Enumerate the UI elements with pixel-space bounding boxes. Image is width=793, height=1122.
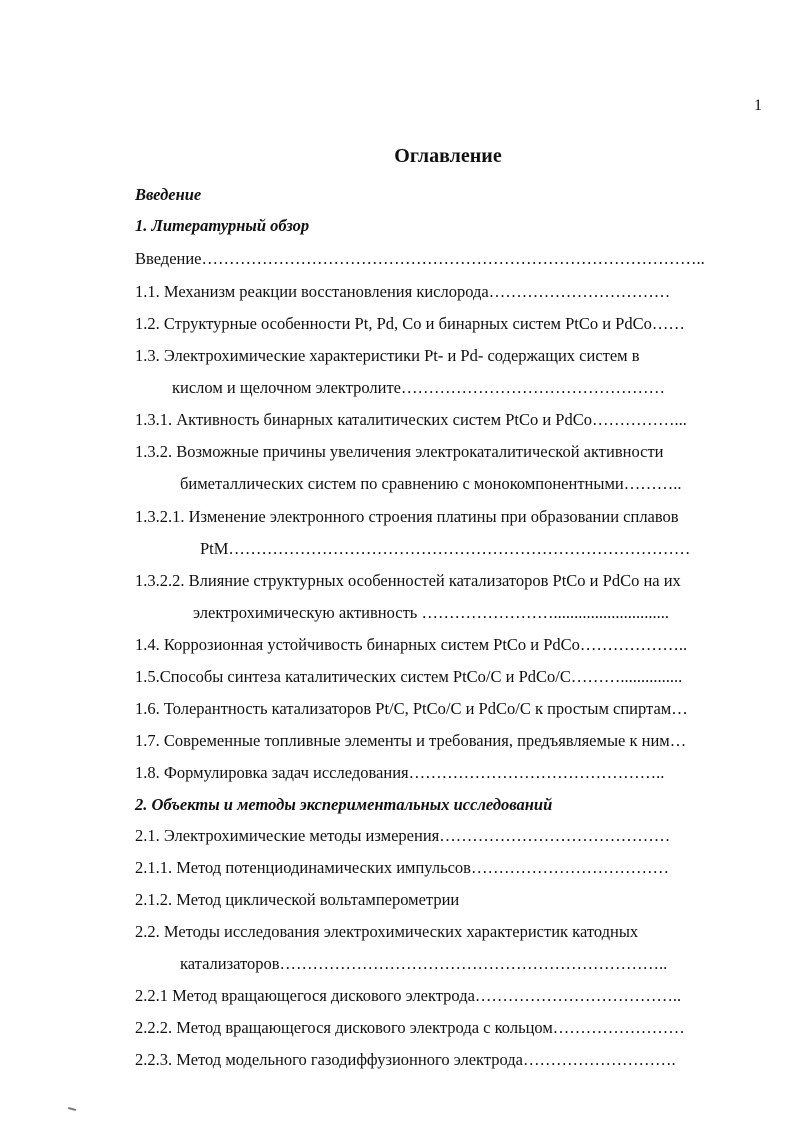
toc-entry: 1.3.2.2. Влияние структурных особенностей катализаторов PtCo и PdCo на их <box>135 571 681 590</box>
toc-entry: 1.7. Современные топливные элементы и требования, предъявляемые к ним… <box>135 731 687 750</box>
toc-heading: 1. Литературный обзор <box>135 216 310 235</box>
toc-entry: 1.5.Способы синтеза каталитических систем PtCo/C и PdCo/C………............... <box>135 667 683 686</box>
toc-entry: 1.6. Толерантность катализаторов Pt/C, PtCo/C и PdCo/C к простым спиртам… <box>135 699 688 718</box>
toc-heading: 2. Объекты и методы экспериментальных исследований <box>135 795 553 814</box>
toc-entry-continuation: кислом и щелочном электролите………………………………………… <box>172 378 666 397</box>
toc-heading: Введение <box>135 185 202 204</box>
toc-entry: 1.1. Механизм реакции восстановления кислорода…………………………… <box>135 282 671 301</box>
page-number: 1 <box>754 97 762 114</box>
scan-speck <box>68 1107 76 1111</box>
toc-entry: 1.3.2. Возможные причины увеличения электрокаталитической активности <box>135 442 664 461</box>
toc-entry: 1.3.2.1. Изменение электронного строения платины при образовании сплавов <box>135 507 679 526</box>
toc-entry: 1.4. Коррозионная устойчивость бинарных систем PtCo и PdCo……………….. <box>135 635 688 654</box>
page-title: Оглавление <box>394 145 502 167</box>
toc-entry: 2.1. Электрохимические методы измерения…………………………………… <box>135 826 671 845</box>
toc-entry: 1.8. Формулировка задач исследования……………………………………….. <box>135 763 665 782</box>
toc-entry: 2.2. Методы исследования электрохимических характеристик катодных <box>135 922 639 941</box>
toc-entry: 1.2. Структурные особенности Pt, Pd, Co и бинарных систем PtCo и PdCo…… <box>135 314 685 333</box>
toc-entry: 2.1.1. Метод потенциодинамических импульсов……………………………… <box>135 858 669 877</box>
toc-entry: 2.2.2. Метод вращающегося дискового электрода с кольцом…………………… <box>135 1018 685 1037</box>
toc-entry: 2.2.1 Метод вращающегося дискового электрода……………………………….. <box>135 986 682 1005</box>
toc-entry: 2.2.3. Метод модельного газодиффузионного электрода………………………. <box>135 1050 676 1069</box>
toc-entry-continuation: PtM………………………………………………………………………… <box>200 539 691 558</box>
toc-entry: 1.3.1. Активность бинарных каталитических систем PtCo и PdCo……………... <box>135 410 687 429</box>
toc-entry: 2.1.2. Метод циклической вольтамперометрии <box>135 890 460 909</box>
toc-entry-continuation: биметаллических систем по сравнению с монокомпонентными……….. <box>180 474 682 493</box>
toc-entry-continuation: катализаторов…………………………………………………………….. <box>180 954 668 973</box>
toc-entry-continuation: электрохимическую активность ……………………............................ <box>193 603 669 622</box>
toc-entry: 1.3. Электрохимические характеристики Pt- и Pd- содержащих систем в <box>135 346 640 365</box>
toc-entry: Введение……………………………………………………………………………….. <box>135 249 705 268</box>
